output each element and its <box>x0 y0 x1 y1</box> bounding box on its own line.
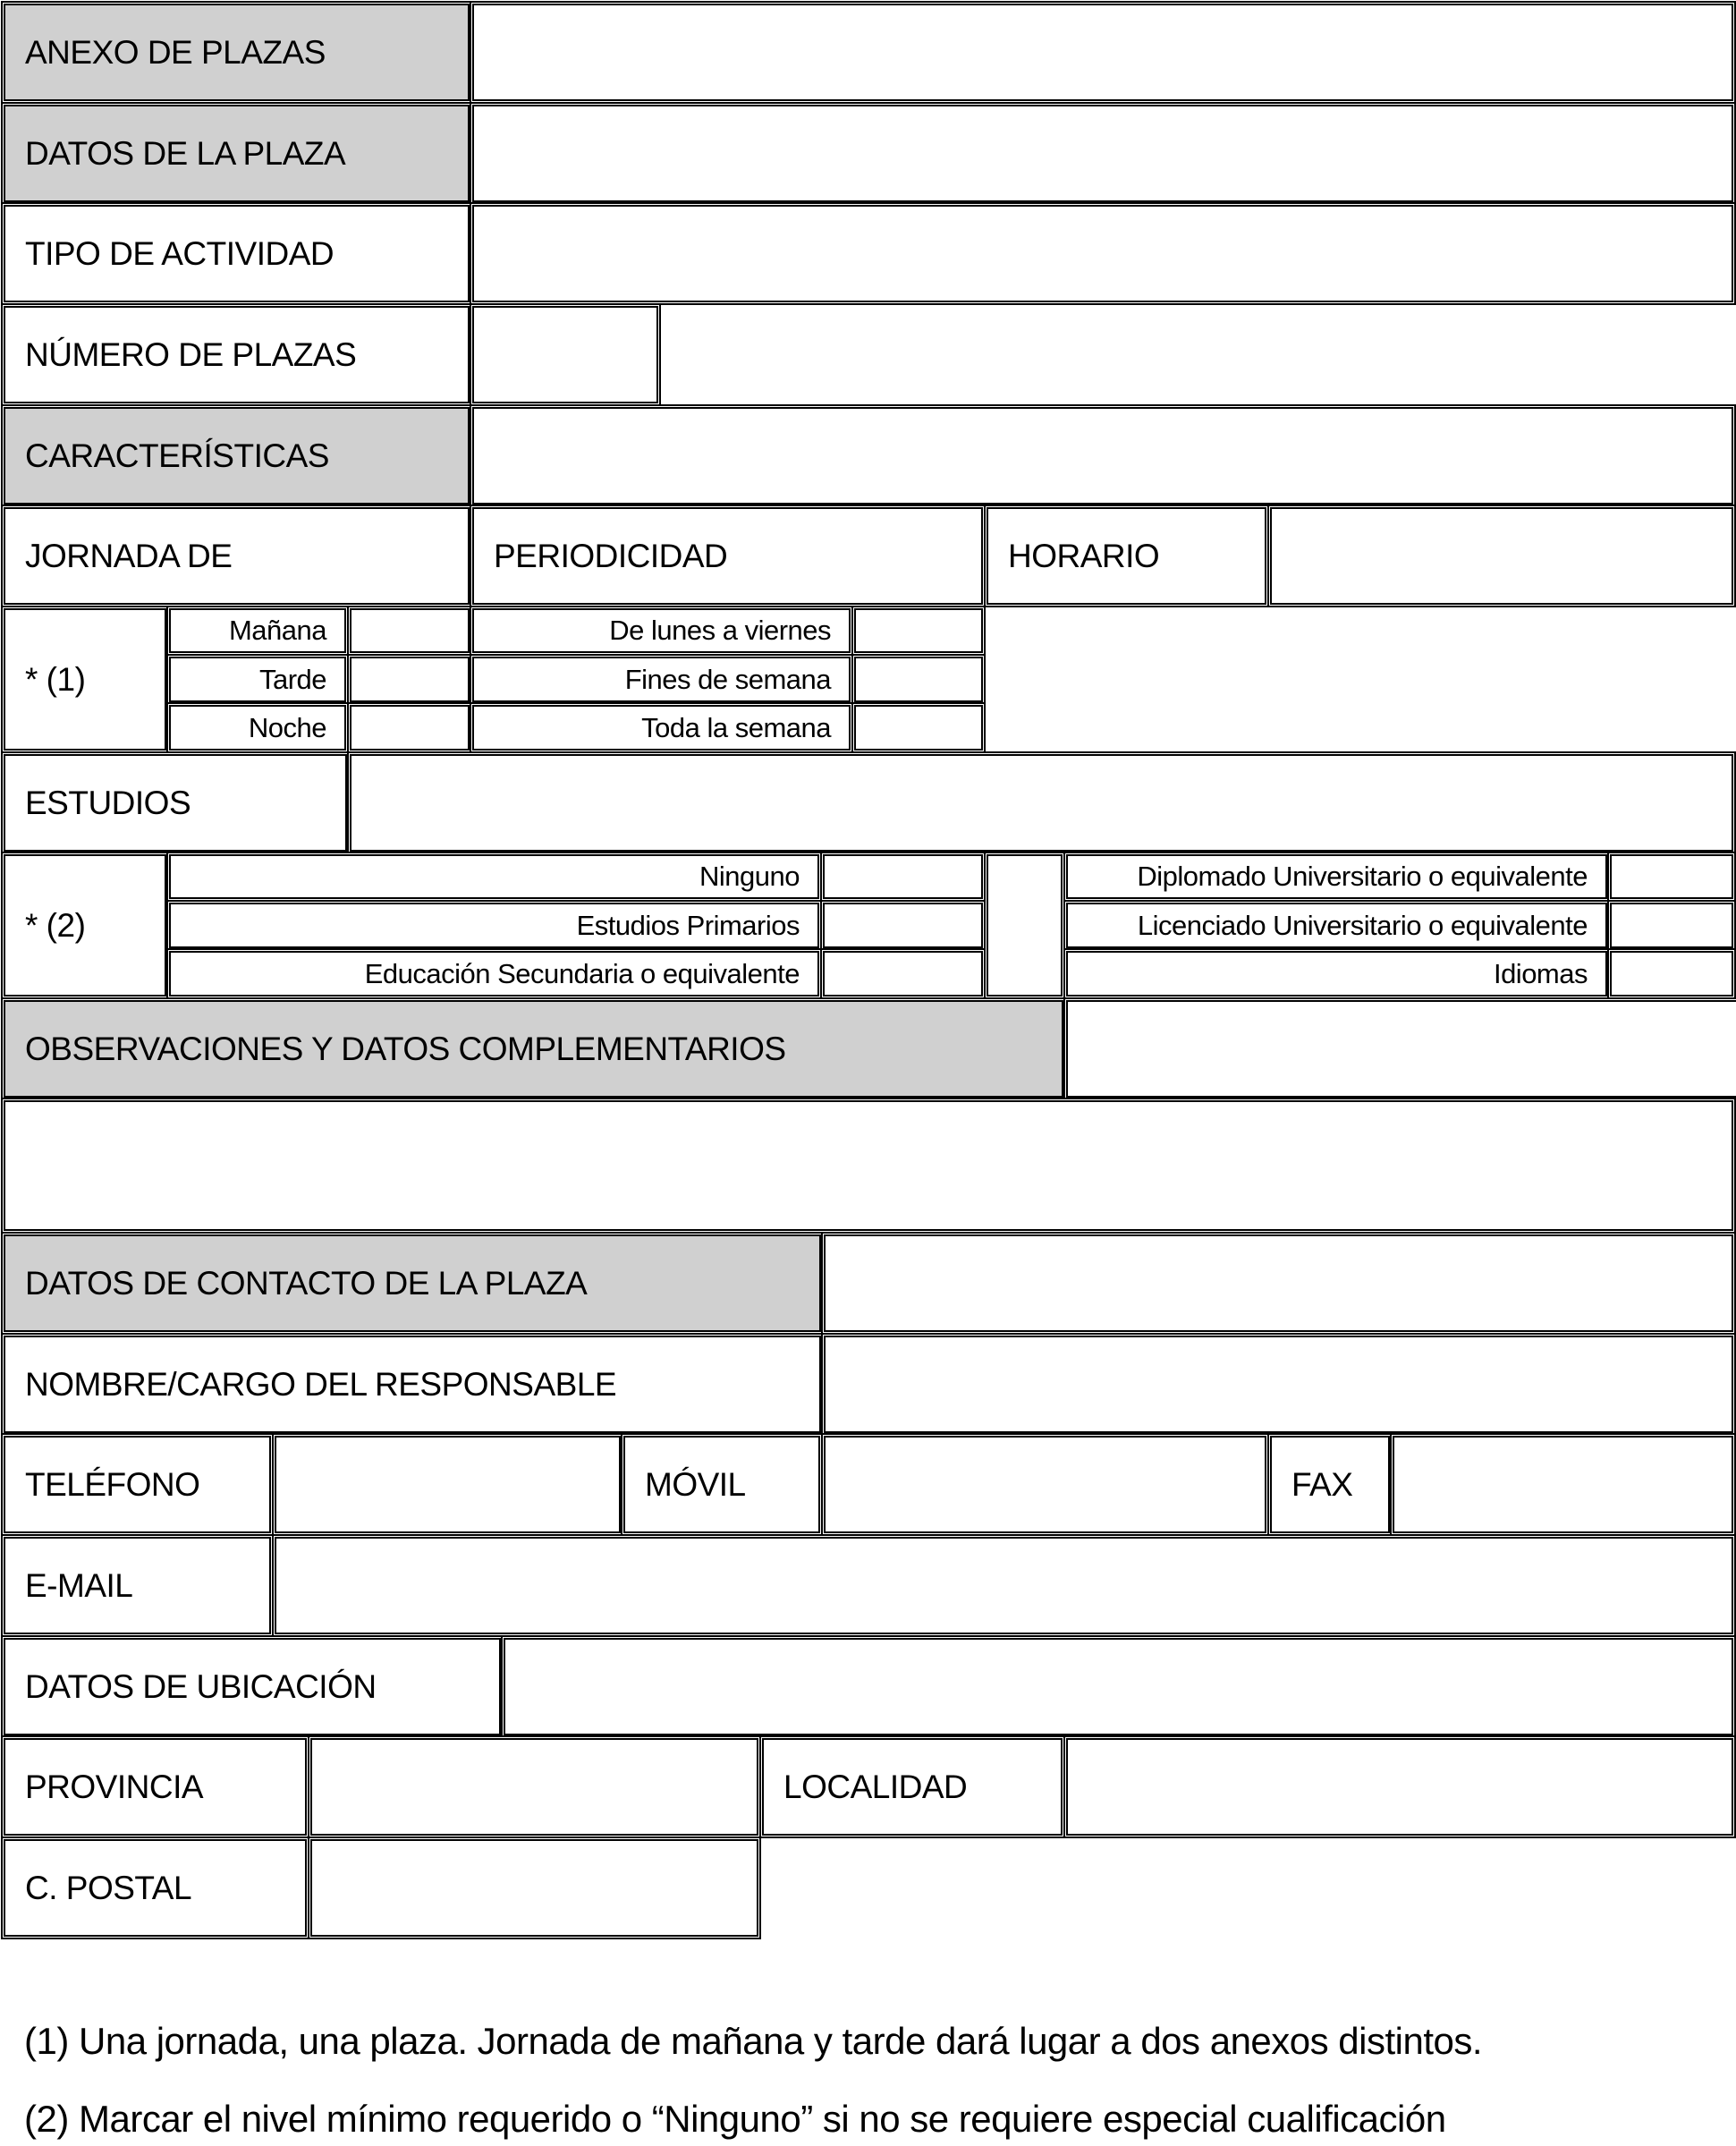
movil-field[interactable] <box>824 1436 1266 1533</box>
datos-plaza-field[interactable] <box>472 105 1733 202</box>
anexo-plazas-label: ANEXO DE PLAZAS <box>4 4 470 101</box>
numero-plazas-field[interactable] <box>472 306 658 403</box>
datos-contacto-label: DATOS DE CONTACTO DE LA PLAZA <box>4 1234 821 1332</box>
caracteristicas-label: CARACTERÍSTICAS <box>4 407 470 505</box>
jornada-noche-checkbox[interactable] <box>350 705 470 751</box>
periodicidad-option-fines-semana: Fines de semana <box>472 657 851 702</box>
localidad-field[interactable] <box>1066 1738 1733 1836</box>
jornada-manana-checkbox[interactable] <box>350 608 470 653</box>
observaciones-spacer <box>1066 1000 1736 1098</box>
numero-plazas-label: NÚMERO DE PLAZAS <box>4 306 470 403</box>
estudios-option-idiomas: Idiomas <box>1066 951 1607 997</box>
jornada-tarde-checkbox[interactable] <box>350 657 470 702</box>
horario-field[interactable] <box>1270 507 1733 605</box>
footnote-1: (1) Una jornada, una plaza. Jornada de mañana y tarde dará lugar a dos anexos distintos. <box>24 2020 1483 2062</box>
estudios-option-diplomado: Diplomado Universitario o equivalente <box>1066 854 1607 899</box>
estudios-option-licenciado: Licenciado Universitario o equivalente <box>1066 903 1607 948</box>
estudios-diplomado-checkbox[interactable] <box>1610 854 1733 899</box>
telefono-field[interactable] <box>275 1436 621 1533</box>
estudios-field[interactable] <box>350 754 1733 852</box>
estudios-primarios-checkbox[interactable] <box>823 903 983 948</box>
fax-label: FAX <box>1270 1436 1390 1533</box>
jornada-option-manana: Mañana <box>169 608 346 653</box>
periodicidad-option-toda-semana: Toda la semana <box>472 705 851 751</box>
provincia-label: PROVINCIA <box>4 1738 307 1836</box>
jornada-label: JORNADA DE <box>4 507 470 605</box>
ref1-label: * (1) <box>4 608 166 751</box>
estudios-option-ninguno: Ninguno <box>169 854 819 899</box>
c-postal-field[interactable] <box>310 1839 758 1937</box>
jornada-option-tarde: Tarde <box>169 657 346 702</box>
ref2-label: * (2) <box>4 854 166 997</box>
periodicidad-label: PERIODICIDAD <box>472 507 983 605</box>
estudios-option-primarios: Estudios Primarios <box>169 903 819 948</box>
provincia-field[interactable] <box>310 1738 758 1836</box>
estudios-secundaria-checkbox[interactable] <box>823 951 983 997</box>
email-label: E-MAIL <box>4 1537 271 1634</box>
telefono-label: TELÉFONO <box>4 1436 271 1533</box>
nombre-cargo-field[interactable] <box>824 1336 1733 1433</box>
periodicidad-fines-semana-checkbox[interactable] <box>854 657 983 702</box>
footnote-2: (2) Marcar el nivel mínimo requerido o “Ninguno” si no se requiere especial cualificación <box>24 2098 1446 2140</box>
fax-field[interactable] <box>1393 1436 1733 1533</box>
estudios-idiomas-checkbox[interactable] <box>1610 951 1733 997</box>
tipo-actividad-label: TIPO DE ACTIVIDAD <box>4 205 470 302</box>
horario-label: HORARIO <box>987 507 1266 605</box>
datos-ubicacion-label: DATOS DE UBICACIÓN <box>4 1638 501 1735</box>
periodicidad-toda-semana-checkbox[interactable] <box>854 705 983 751</box>
datos-plaza-label: DATOS DE LA PLAZA <box>4 105 470 202</box>
estudios-divider-cell <box>987 854 1063 997</box>
periodicidad-lunes-viernes-checkbox[interactable] <box>854 608 983 653</box>
movil-label: MÓVIL <box>623 1436 820 1533</box>
c-postal-label: C. POSTAL <box>4 1839 307 1937</box>
tipo-actividad-field[interactable] <box>472 205 1733 302</box>
estudios-label: ESTUDIOS <box>4 754 347 852</box>
estudios-ninguno-checkbox[interactable] <box>823 854 983 899</box>
anexo-plazas-field[interactable] <box>472 4 1733 101</box>
estudios-option-secundaria: Educación Secundaria o equivalente <box>169 951 819 997</box>
observaciones-label: OBSERVACIONES Y DATOS COMPLEMENTARIOS <box>4 1000 1063 1098</box>
periodicidad-option-lunes-viernes: De lunes a viernes <box>472 608 851 653</box>
datos-contacto-spacer <box>824 1234 1733 1332</box>
caracteristicas-spacer <box>472 407 1733 505</box>
observaciones-field[interactable] <box>4 1100 1733 1231</box>
localidad-label: LOCALIDAD <box>762 1738 1063 1836</box>
email-field[interactable] <box>275 1537 1733 1634</box>
datos-ubicacion-field[interactable] <box>504 1638 1733 1735</box>
jornada-option-noche: Noche <box>169 705 346 751</box>
nombre-cargo-label: NOMBRE/CARGO DEL RESPONSABLE <box>4 1336 821 1433</box>
estudios-licenciado-checkbox[interactable] <box>1610 903 1733 948</box>
